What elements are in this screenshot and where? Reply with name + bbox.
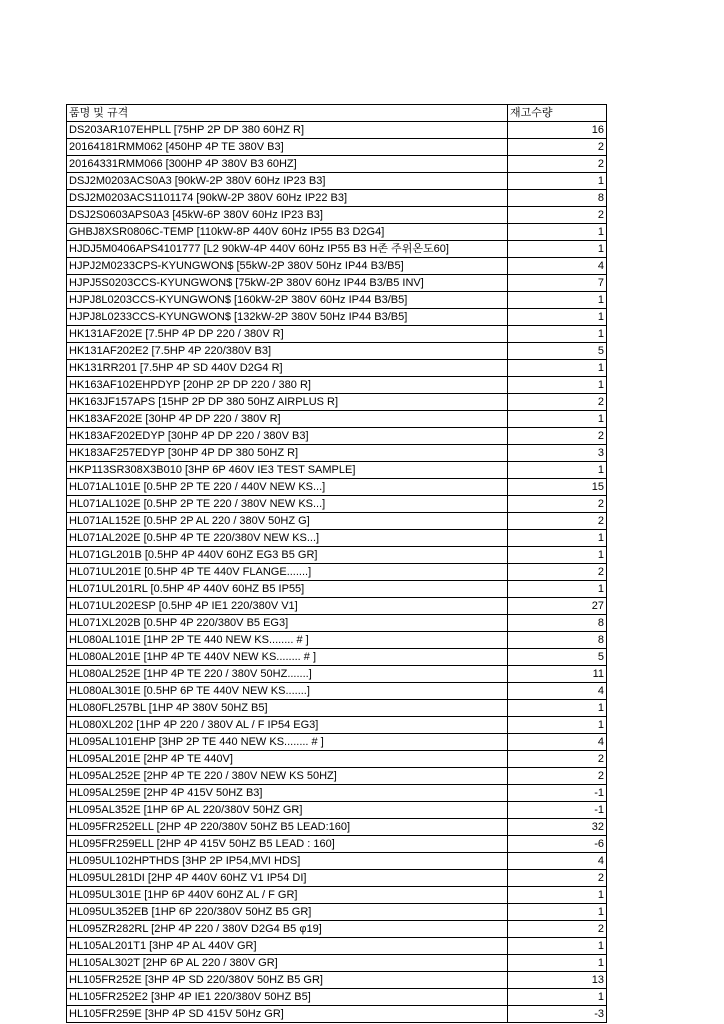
table-row (67, 649, 607, 666)
table-row (67, 309, 607, 326)
product-name-cell: HL095FR259ELL [2HP 4P 415V 50HZ B5 LEAD : 160] (67, 836, 508, 853)
stock-quantity-cell: 16 (508, 122, 607, 139)
stock-quantity-cell: 2 (508, 921, 607, 938)
table-row (67, 360, 607, 377)
stock-quantity-cell: -1 (508, 785, 607, 802)
product-name-cell: HL095UL301E [1HP 6P 440V 60HZ AL / F GR] (67, 887, 508, 904)
product-name-cell: HL095AL101EHP [3HP 2P TE 440 NEW KS........ # ] (67, 734, 508, 751)
product-name-cell: DSJ2S0603APS0A3 [45kW-6P 380V 60Hz IP23 B3] (67, 207, 508, 224)
stock-quantity-cell: 1 (508, 309, 607, 326)
product-name-cell: HL095AL259E [2HP 4P 415V 50HZ B3] (67, 785, 508, 802)
stock-quantity-cell: 1 (508, 411, 607, 428)
stock-quantity-cell: 2 (508, 394, 607, 411)
stock-quantity-cell: -6 (508, 836, 607, 853)
table-row (67, 802, 607, 819)
stock-quantity-cell: 1 (508, 700, 607, 717)
table-row (67, 632, 607, 649)
stock-quantity-cell: 2 (508, 156, 607, 173)
table-row (67, 139, 607, 156)
product-name-cell: DS203AR107EHPLL [75HP 2P DP 380 60HZ R] (67, 122, 508, 139)
product-name-cell: HL105AL302T [2HP 6P AL 220 / 380V GR] (67, 955, 508, 972)
stock-quantity-cell: 2 (508, 139, 607, 156)
stock-quantity-cell: 2 (508, 870, 607, 887)
product-name-cell: HL080AL301E [0.5HP 6P TE 440V NEW KS.......] (67, 683, 508, 700)
stock-quantity-cell: 2 (508, 496, 607, 513)
product-name-cell: HL095UL281DI [2HP 4P 440V 60HZ V1 IP54 DI] (67, 870, 508, 887)
table-row (67, 972, 607, 989)
stock-quantity-cell: 7 (508, 275, 607, 292)
table-row (67, 547, 607, 564)
product-name-cell: HK131AF202E [7.5HP 4P DP 220 / 380V R] (67, 326, 508, 343)
stock-quantity-cell: 1 (508, 547, 607, 564)
stock-quantity-cell: 15 (508, 479, 607, 496)
product-name-cell: HK163JF157APS [15HP 2P DP 380 50HZ AIRPLUS R] (67, 394, 508, 411)
stock-quantity-cell: 1 (508, 989, 607, 1006)
table-row (67, 921, 607, 938)
header-stock-quantity: 재고수량 (508, 105, 607, 122)
product-name-cell: HL071XL202B [0.5HP 4P 220/380V B5 EG3] (67, 615, 508, 632)
stock-quantity-cell: 1 (508, 938, 607, 955)
table-row (67, 530, 607, 547)
stock-quantity-cell: 1 (508, 173, 607, 190)
table-row (67, 462, 607, 479)
table-row (67, 734, 607, 751)
product-name-cell: HL080AL101E [1HP 2P TE 440 NEW KS........ # ] (67, 632, 508, 649)
product-name-cell: DSJ2M0203ACS0A3 [90kW-2P 380V 60Hz IP23 B3] (67, 173, 508, 190)
table-row (67, 343, 607, 360)
stock-quantity-cell: 1 (508, 955, 607, 972)
stock-quantity-cell: 2 (508, 207, 607, 224)
stock-quantity-cell: 1 (508, 904, 607, 921)
table-row (67, 1006, 607, 1023)
product-name-cell: HL095UL102HPTHDS [3HP 2P IP54,MVI HDS] (67, 853, 508, 870)
table-row (67, 887, 607, 904)
table-header-row (67, 105, 607, 122)
table-row (67, 904, 607, 921)
product-name-cell: HL071AL102E [0.5HP 2P TE 220 / 380V NEW KS...] (67, 496, 508, 513)
stock-quantity-cell: 3 (508, 445, 607, 462)
table-row (67, 666, 607, 683)
stock-quantity-cell: 4 (508, 683, 607, 700)
header-product-name: 품명 및 규격 (67, 105, 508, 122)
stock-quantity-cell: -1 (508, 802, 607, 819)
table-row (67, 598, 607, 615)
table-row (67, 275, 607, 292)
table-row (67, 190, 607, 207)
product-name-cell: HJPJ2M0233CPS-KYUNGWON$ [55kW-2P 380V 50Hz IP44 B3/B5] (67, 258, 508, 275)
product-name-cell: HL105AL201T1 [3HP 4P AL 440V GR] (67, 938, 508, 955)
stock-quantity-cell: 2 (508, 428, 607, 445)
table-row (67, 581, 607, 598)
product-name-cell: HL080FL257BL [1HP 4P 380V 50HZ B5] (67, 700, 508, 717)
table-row (67, 411, 607, 428)
product-name-cell: HL095AL201E [2HP 4P TE 440V] (67, 751, 508, 768)
product-name-cell: HL095AL252E [2HP 4P TE 220 / 380V NEW KS 50HZ] (67, 768, 508, 785)
stock-quantity-cell: 2 (508, 751, 607, 768)
product-name-cell: HL071GL201B [0.5HP 4P 440V 60HZ EG3 B5 GR] (67, 547, 508, 564)
table-row (67, 394, 607, 411)
table-row (67, 224, 607, 241)
stock-quantity-cell: 4 (508, 734, 607, 751)
table-row (67, 955, 607, 972)
product-name-cell: HL071AL202E [0.5HP 4P TE 220/380V NEW KS...] (67, 530, 508, 547)
product-name-cell: HK163AF102EHPDYP [20HP 2P DP 220 / 380 R] (67, 377, 508, 394)
stock-quantity-cell: 1 (508, 887, 607, 904)
product-name-cell: HL105FR252E [3HP 4P SD 220/380V 50HZ B5 GR] (67, 972, 508, 989)
stock-quantity-cell: 2 (508, 564, 607, 581)
stock-quantity-cell: 5 (508, 343, 607, 360)
table-row (67, 870, 607, 887)
product-name-cell: HL095AL352E [1HP 6P AL 220/380V 50HZ GR] (67, 802, 508, 819)
product-name-cell: HK131AF202E2 [7.5HP 4P 220/380V B3] (67, 343, 508, 360)
table-row (67, 207, 607, 224)
stock-quantity-cell: 32 (508, 819, 607, 836)
stock-quantity-cell: 1 (508, 462, 607, 479)
product-name-cell: HL080AL201E [1HP 4P TE 440V NEW KS........ # ] (67, 649, 508, 666)
inventory-rows (67, 122, 607, 1023)
table-row (67, 938, 607, 955)
table-row (67, 819, 607, 836)
table-row (67, 836, 607, 853)
stock-quantity-cell: 1 (508, 292, 607, 309)
table-row (67, 496, 607, 513)
product-name-cell: DSJ2M0203ACS1101174 [90kW-2P 380V 60Hz IP22 B3] (67, 190, 508, 207)
table-row (67, 292, 607, 309)
product-name-cell: 20164181RMM062 [450HP 4P TE 380V B3] (67, 139, 508, 156)
table-row (67, 853, 607, 870)
stock-quantity-cell: 1 (508, 530, 607, 547)
table-row (67, 564, 607, 581)
product-name-cell: 20164331RMM066 [300HP 4P 380V B3 60HZ] (67, 156, 508, 173)
table-row (67, 700, 607, 717)
table-row (67, 173, 607, 190)
table-row (67, 122, 607, 139)
table-row (67, 241, 607, 258)
product-name-cell: HL105FR259E [3HP 4P SD 415V 50Hz GR] (67, 1006, 508, 1023)
table-row (67, 785, 607, 802)
table-row (67, 989, 607, 1006)
product-name-cell: HL105FR252E2 [3HP 4P IE1 220/380V 50HZ B5] (67, 989, 508, 1006)
stock-quantity-cell: 1 (508, 717, 607, 734)
table-row (67, 258, 607, 275)
product-name-cell: HK183AF202EDYP [30HP 4P DP 220 / 380V B3] (67, 428, 508, 445)
stock-quantity-cell: 8 (508, 190, 607, 207)
product-name-cell: HL095FR252ELL [2HP 4P 220/380V 50HZ B5 LEAD:160] (67, 819, 508, 836)
table-row (67, 751, 607, 768)
product-name-cell: HL080AL252E [1HP 4P TE 220 / 380V 50HZ.......] (67, 666, 508, 683)
product-name-cell: HL071UL202ESP [0.5HP 4P IE1 220/380V V1] (67, 598, 508, 615)
table-row (67, 615, 607, 632)
product-name-cell: HL071AL152E [0.5HP 2P AL 220 / 380V 50HZ G] (67, 513, 508, 530)
table-row (67, 513, 607, 530)
table-row (67, 683, 607, 700)
stock-quantity-cell: 1 (508, 377, 607, 394)
table-row (67, 377, 607, 394)
product-name-cell: HJPJ8L0203CCS-KYUNGWON$ [160kW-2P 380V 60Hz IP44 B3/B5] (67, 292, 508, 309)
stock-quantity-cell: 1 (508, 581, 607, 598)
table-row (67, 326, 607, 343)
product-name-cell: HL095ZR282RL [2HP 4P 220 / 380V D2G4 B5 φ19] (67, 921, 508, 938)
stock-quantity-cell: 13 (508, 972, 607, 989)
stock-quantity-cell: 11 (508, 666, 607, 683)
product-name-cell: HL095UL352EB [1HP 6P 220/380V 50HZ B5 GR] (67, 904, 508, 921)
stock-quantity-cell: 1 (508, 360, 607, 377)
product-name-cell: HK183AF257EDYP [30HP 4P DP 380 50HZ R] (67, 445, 508, 462)
stock-quantity-cell: 1 (508, 241, 607, 258)
product-name-cell: HJPJ5S0203CCS-KYUNGWON$ [75kW-2P 380V 60Hz IP44 B3/B5 INV] (67, 275, 508, 292)
product-name-cell: GHBJ8XSR0806C-TEMP [110kW-8P 440V 60Hz IP55 B3 D2G4] (67, 224, 508, 241)
table-row (67, 445, 607, 462)
stock-quantity-cell: 1 (508, 224, 607, 241)
table-row (67, 717, 607, 734)
inventory-table (66, 104, 607, 1023)
stock-quantity-cell: 2 (508, 768, 607, 785)
stock-quantity-cell: 2 (508, 513, 607, 530)
stock-quantity-cell: 4 (508, 853, 607, 870)
product-name-cell: HL080XL202 [1HP 4P 220 / 380V AL / F IP54 EG3] (67, 717, 508, 734)
product-name-cell: HK131RR201 [7.5HP 4P SD 440V D2G4 R] (67, 360, 508, 377)
table-row (67, 428, 607, 445)
product-name-cell: HL071UL201RL [0.5HP 4P 440V 60HZ B5 IP55] (67, 581, 508, 598)
product-name-cell: HKP113SR308X3B010 [3HP 6P 460V IE3 TEST SAMPLE] (67, 462, 508, 479)
product-name-cell: HJDJ5M0406APS4101777 [L2 90kW-4P 440V 60Hz IP55 B3 H존 주위온도60] (67, 241, 508, 258)
table-row (67, 156, 607, 173)
stock-quantity-cell: 4 (508, 258, 607, 275)
product-name-cell: HL071UL201E [0.5HP 4P TE 440V FLANGE.......] (67, 564, 508, 581)
stock-quantity-cell: 5 (508, 649, 607, 666)
stock-quantity-cell: 1 (508, 326, 607, 343)
table-row (67, 479, 607, 496)
product-name-cell: HL071AL101E [0.5HP 2P TE 220 / 440V NEW KS...] (67, 479, 508, 496)
stock-quantity-cell: -3 (508, 1006, 607, 1023)
table-row (67, 768, 607, 785)
product-name-cell: HJPJ8L0233CCS-KYUNGWON$ [132kW-2P 380V 50Hz IP44 B3/B5] (67, 309, 508, 326)
product-name-cell: HK183AF202E [30HP 4P DP 220 / 380V R] (67, 411, 508, 428)
stock-quantity-cell: 27 (508, 598, 607, 615)
stock-quantity-cell: 8 (508, 632, 607, 649)
stock-quantity-cell: 8 (508, 615, 607, 632)
